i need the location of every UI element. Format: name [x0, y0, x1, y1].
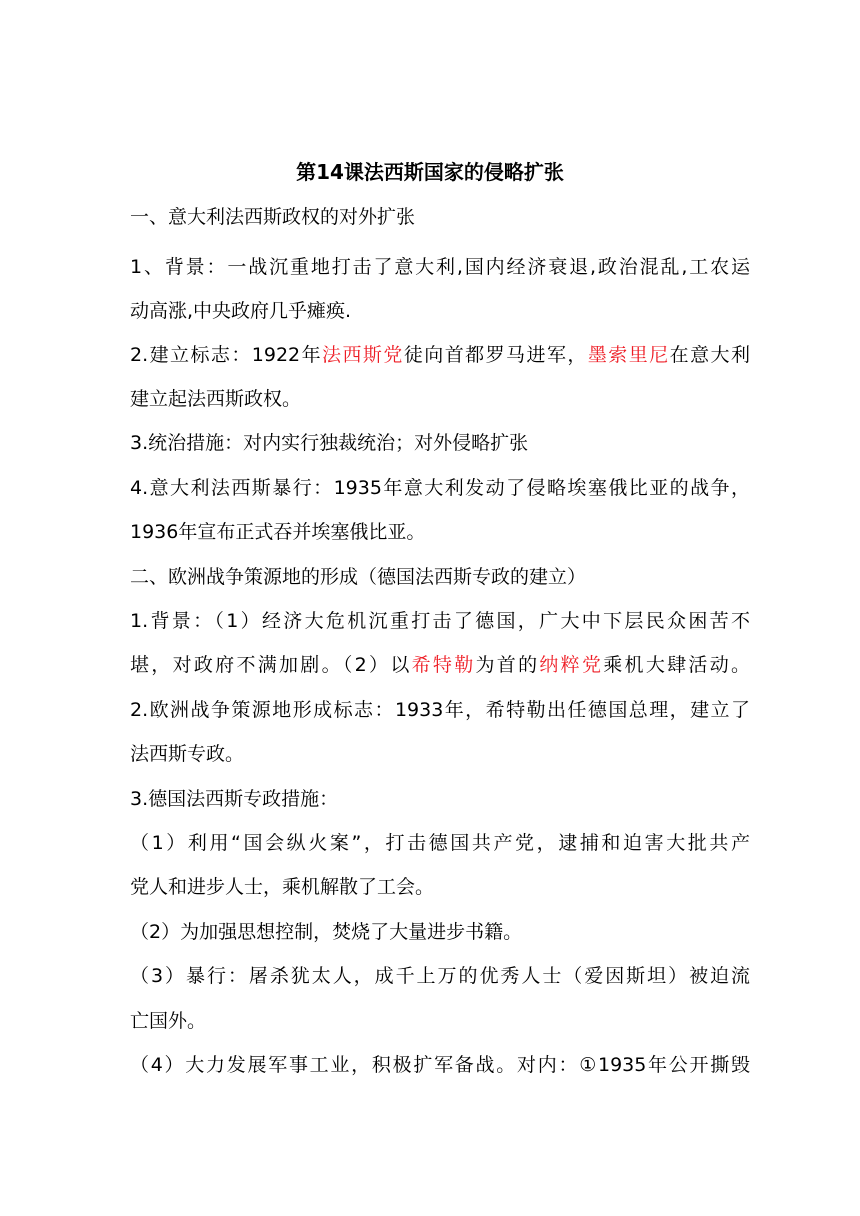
s2-p2-line2: 法西斯专政。	[130, 743, 245, 765]
s2-p1-prefix: 堪，对政府不满加剧。（2）以	[130, 654, 412, 676]
s1-p2-line2: 建立起法西斯政权。	[130, 388, 302, 410]
nazi-party-highlight: 纳粹党	[539, 654, 604, 676]
section1-heading: 一、意大利法西斯政权的对外扩张	[130, 206, 416, 228]
s2-m1-line1: （1）利用“国会纵火案”，打击德国共产党，逮捕和迫害大批共产	[130, 832, 750, 854]
s1-p4-line2: 1936年宣布正式吞并埃塞俄比亚。	[130, 521, 426, 543]
section2-heading: 二、欧洲战争策源地的形成（德国法西斯专政的建立）	[130, 566, 587, 588]
s2-m3-line1: （3）暴行：屠杀犹太人，成千上万的优秀人士（爱因斯坦）被迫流	[130, 965, 750, 987]
page-title: 第14课法西斯国家的侵略扩张	[296, 160, 564, 184]
s1-p3: 3.统治措施：对内实行独裁统治；对外侵略扩张	[130, 432, 529, 454]
s2-p1-line1: 1.背景：（1）经济大危机沉重打击了德国，广大中下层民众困苦不	[130, 610, 750, 632]
s1-p2-line1	[130, 340, 750, 370]
s2-m2: （2）为加强思想控制，焚烧了大量进步书籍。	[130, 921, 523, 943]
s1-p2-suffix: 在意大利	[669, 344, 750, 366]
s2-p1-suffix: 乘机大肆活动。	[603, 654, 750, 676]
s1-p1-line1: 1、背景：一战沉重地打击了意大利,国内经济衰退,政治混乱,工农运	[130, 256, 750, 278]
fascist-party-highlight: 法西斯党	[322, 344, 404, 366]
s1-p2-middle: 徒向首都罗马进军，	[403, 344, 588, 366]
s2-m1-line2: 党人和进步人士，乘机解散了工会。	[130, 876, 435, 898]
hitler-highlight: 希特勒	[411, 654, 476, 676]
s2-m3-line2: 亡国外。	[130, 1010, 207, 1032]
s2-p1-line2	[130, 650, 750, 680]
s1-p2-prefix: 2.建立标志：1922年	[130, 344, 323, 366]
s1-p1-line2: 动高涨,中央政府几乎瘫痪.	[130, 300, 352, 322]
s2-p1-middle: 为首的	[475, 654, 540, 676]
s2-m4-line1: （4）大力发展军事工业，积极扩军备战。对内：①1935年公开撕毁	[130, 1054, 750, 1076]
s2-p2-line1: 2.欧洲战争策源地形成标志：1933年，希特勒出任德国总理，建立了	[130, 699, 750, 721]
s2-p3: 3.德国法西斯专政措施：	[130, 788, 339, 810]
s1-p4-line1: 4.意大利法西斯暴行：1935年意大利发动了侵略埃塞俄比亚的战争，	[130, 477, 750, 499]
mussolini-highlight: 墨索里尼	[587, 344, 670, 366]
